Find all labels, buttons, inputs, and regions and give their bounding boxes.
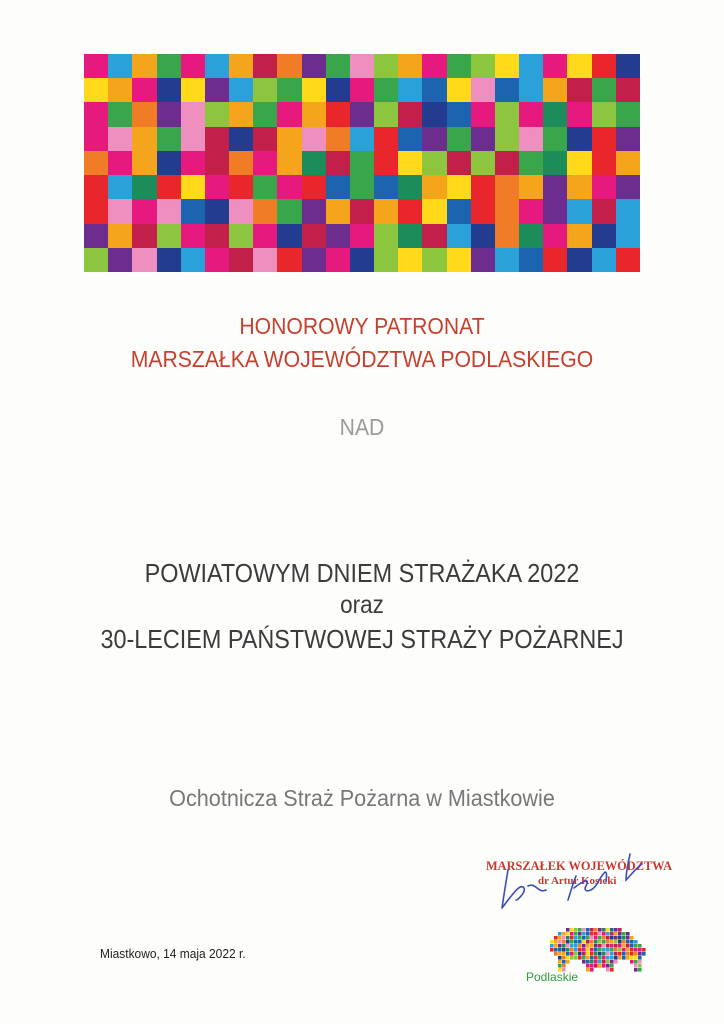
- bison-mosaic-icon: [550, 928, 654, 974]
- event-line-1: POWIATOWYM DNIEM STRAŻAKA 2022: [144, 558, 580, 588]
- signature-icon: [480, 842, 680, 922]
- nad-word: NAD: [339, 414, 385, 440]
- patronage-subtitle: MARSZAŁKA WOJEWÓDZTWA PODLASKIEGO: [130, 346, 594, 372]
- podlaskie-logo: [520, 920, 660, 990]
- event-line-2: oraz: [340, 591, 384, 619]
- organization-name: Ochotnicza Straż Pożarna w Miastkowie: [169, 785, 555, 811]
- colorful-mosaic-banner: [84, 54, 640, 272]
- marshal-stamp: [480, 842, 680, 922]
- patronage-title: HONOROWY PATRONAT: [239, 313, 485, 339]
- stamp-title: MARSZAŁEK WOJEWÓDZTWA: [486, 858, 673, 873]
- logo-label: Podlaskie: [526, 970, 579, 984]
- stamp-name: dr Artur Kosicki: [538, 875, 617, 887]
- event-line-3: 30-LECIEM PAŃSTWOWEJ STRAŻY POŻARNEJ: [100, 624, 624, 654]
- place-date: Miastkowo, 14 maja 2022 r.: [100, 946, 246, 961]
